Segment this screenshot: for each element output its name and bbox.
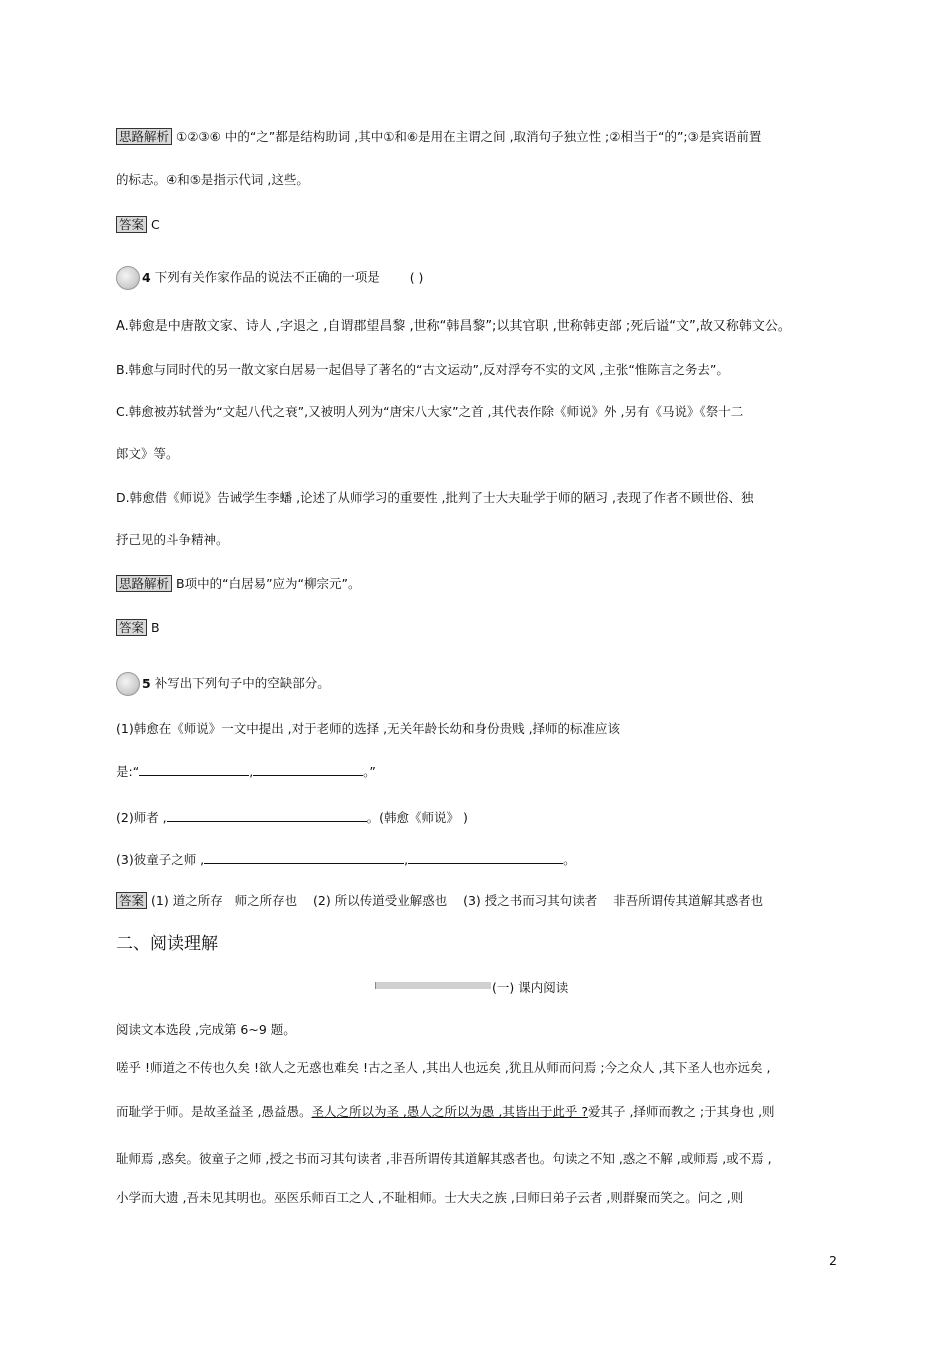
fill-blank[interactable] (204, 851, 404, 864)
passage-line-4: 小学而大遗 ,吾未见其明也。巫医乐师百工之人 ,不耻相师。士大夫之族 ,曰师曰弟子云者 ,则群聚而笑之。问之 ,则 (116, 1190, 744, 1205)
passage-line-3: 耻师焉 ,惑矣。彼童子之师 ,授之书而习其句读者 ,非吾所谓传其道解其惑者也。句读之不知 ,惑之不解 ,或师焉 ,或不焉 , (116, 1151, 772, 1166)
question-marker-icon (116, 672, 140, 696)
q5-s2 (116, 809, 468, 826)
reading-instruction: 阅读文本选段 ,完成第 6~9 题。 (116, 1022, 296, 1037)
q5-answer (116, 892, 763, 909)
passage-line-2 (116, 1104, 775, 1120)
fill-prefix: (3)彼童子之师 , (116, 852, 205, 867)
q4-option-c-line2: 郎文》等。 (116, 446, 179, 461)
section-heading: 二、阅读理解 (116, 934, 218, 954)
q4-option-a: A.韩愈是中唐散文家、诗人 ,字退之 ,自谓郡望昌黎 ,世称“韩昌黎”;以其官职 ,世称韩吏部 ;死后谥“文”,故又称韩文公。 (116, 319, 791, 334)
answer-value: C (151, 217, 160, 232)
q4-stem (116, 266, 423, 290)
question-marker-icon (116, 266, 140, 290)
q4-option-c-line1: C.韩愈被苏轼誉为“文起八代之衰”,又被明人列为“唐宋八大家”之首 ,其代表作除《师说》外 ,另有《马说》《祭十二 (116, 404, 744, 419)
q3-analysis-line2: 的标志。④和⑤是指示代词 ,这些。 (116, 172, 309, 187)
question-stem: 补写出下列句子中的空缺部分。 (154, 675, 330, 691)
answer-paren: ( ) (409, 269, 424, 285)
q5-stem (116, 672, 330, 696)
fill-blank[interactable] (139, 763, 249, 776)
page-number: 2 (829, 1253, 837, 1268)
analysis-text: B项中的“白居易”应为“柳宗元”。 (176, 576, 361, 591)
q4-option-d-line1: D.韩愈借《师说》告诫学生李蟠 ,论述了从师学习的重要性 ,批判了士大夫耻学于师的陋习 ,表现了作者不顾世俗、独 (116, 490, 754, 505)
analysis-text: ①②③⑥ 中的“之”都是结构助词 ,其中①和⑥是用在主谓之间 ,取消句子独立性 ;②相当于“的”;③是宾语前置 (176, 129, 762, 144)
q4-option-d-line2: 抒己见的斗争精神。 (116, 532, 229, 547)
question-number: 4 (142, 269, 151, 285)
answer-value: (1) 道之所存 师之所存也 (2) 所以传道受业解惑也 (3) 授之书而习其句读者 非吾所谓传其道解其惑者也 (151, 893, 764, 908)
fill-prefix: 是:“ (116, 764, 140, 779)
analysis-tag: 思路解析 (116, 575, 172, 592)
analysis-tag: 思路解析 (116, 128, 172, 145)
answer-value: B (151, 620, 160, 635)
q4-option-b: B.韩愈与同时代的另一散文家白居易一起倡导了著名的“古文运动”,反对浮夸不实的文风 ,主张“惟陈言之务去”。 (116, 362, 729, 377)
answer-tag: 答案 (116, 216, 147, 233)
fill-suffix: 。 (563, 852, 576, 867)
q4-analysis (116, 575, 361, 592)
answer-tag: 答案 (116, 892, 147, 909)
fill-prefix: (2)师者 , (116, 810, 167, 825)
section-subheading: (一) 课内阅读 (492, 980, 569, 995)
answer-tag: 答案 (116, 619, 147, 636)
fill-blank[interactable] (408, 851, 563, 864)
fill-suffix: 。(韩愈《师说》 ) (366, 810, 468, 825)
fill-blank[interactable] (167, 809, 367, 822)
passage-line-1: 嗟乎 !师道之不传也久矣 !欲人之无惑也难矣 !古之圣人 ,其出人也远矣 ,犹且从师而问焉 ;今之众人 ,其下圣人也亦远矣 , (116, 1060, 771, 1075)
passage-text: 而耻学于师。是故圣益圣 ,愚益愚。 (116, 1104, 312, 1119)
passage-text: 爱其子 ,择师而教之 ;于其身也 ,则 (587, 1104, 775, 1119)
q5-s1-line1: (1)韩愈在《师说》一文中提出 ,对于老师的选择 ,无关年龄长幼和身份贵贱 ,择师的标准应该 (116, 721, 621, 736)
fill-separator: , (404, 852, 409, 867)
question-number: 5 (142, 675, 151, 691)
underlined-sentence: 圣人之所以为圣 ,愚人之所以为愚 ,其皆出于此乎 ? (311, 1104, 588, 1119)
q3-answer (116, 216, 160, 233)
fill-suffix: 。” (363, 764, 376, 779)
fill-separator: , (249, 764, 254, 779)
q3-analysis-line1 (116, 128, 761, 145)
fill-blank[interactable] (253, 763, 363, 776)
q5-s3 (116, 851, 576, 868)
q4-answer (116, 619, 160, 636)
q5-s1-line2 (116, 763, 376, 780)
subheading-bar (375, 982, 491, 989)
question-stem: 下列有关作家作品的说法不正确的一项是 (154, 269, 380, 285)
